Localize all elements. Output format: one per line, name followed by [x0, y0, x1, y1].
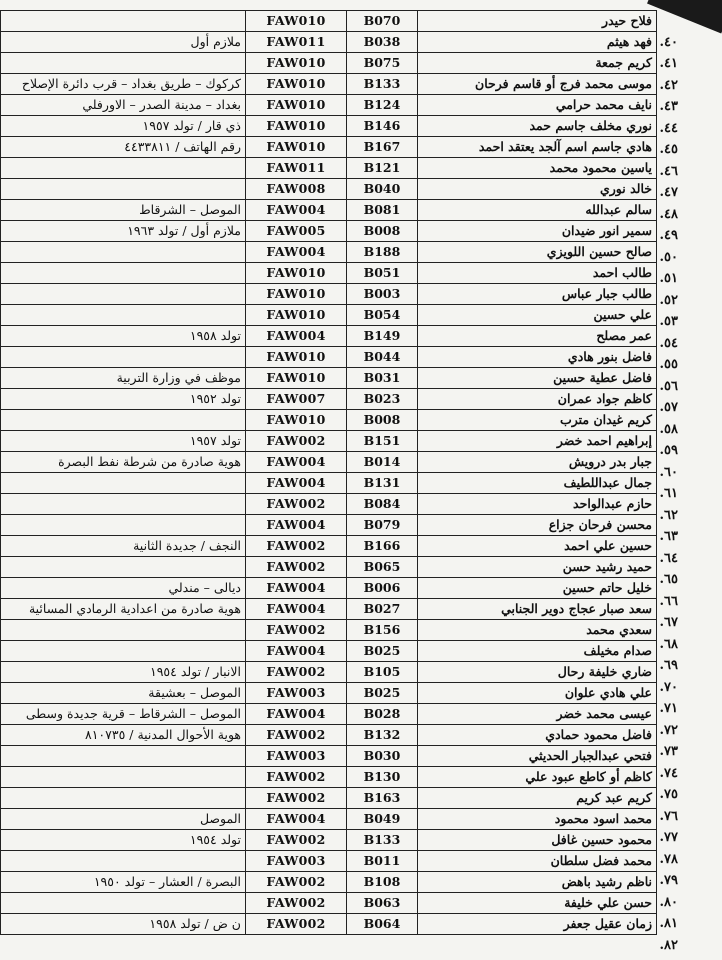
row-id-code: B064	[347, 914, 418, 935]
row-number: ٧١.	[659, 701, 678, 716]
row-id-code: B188	[347, 242, 418, 263]
row-name: هادي جاسم اسم آلجد يعتقد احمد	[418, 137, 657, 158]
roster-body	[1, 11, 657, 935]
row-name: صالح حسين اللويزي	[418, 242, 657, 263]
row-id-code: B149	[347, 326, 418, 347]
row-note: تولد ١٩٥٤	[1, 830, 246, 851]
table-row	[1, 641, 657, 662]
row-unit-code: FAW002	[246, 914, 347, 935]
table-row	[1, 683, 657, 704]
row-note	[1, 641, 246, 662]
row-note: رقم الهاتف / ٤٤٣٣٨١١	[1, 137, 246, 158]
row-id-code: B054	[347, 305, 418, 326]
row-id-code: B008	[347, 221, 418, 242]
row-unit-code: FAW004	[246, 641, 347, 662]
row-id-code: B151	[347, 431, 418, 452]
row-number: ٤٥.	[659, 142, 678, 157]
row-note: بغداد – مدينة الصدر – الاورفلي	[1, 95, 246, 116]
row-unit-code: FAW004	[246, 599, 347, 620]
row-number: ٦٧.	[659, 615, 678, 630]
row-number: ٤٠.	[659, 34, 678, 50]
row-number: ٥١.	[659, 271, 678, 286]
row-name: فاضل بنور هادي	[418, 347, 657, 368]
row-id-code: B040	[347, 179, 418, 200]
row-unit-code: FAW002	[246, 536, 347, 557]
table-row	[1, 536, 657, 557]
row-id-code: B003	[347, 284, 418, 305]
table-row	[1, 725, 657, 746]
row-number: ٦٩.	[659, 658, 678, 673]
row-number: ٥٧.	[659, 400, 678, 415]
row-number: ٦٢.	[659, 507, 678, 523]
table-row	[1, 830, 657, 851]
row-id-code: B133	[347, 74, 418, 95]
row-id-code: B156	[347, 620, 418, 641]
row-number: ٧٢.	[659, 722, 678, 738]
row-unit-code: FAW007	[246, 389, 347, 410]
row-name: محمد فضل سلطان	[418, 851, 657, 872]
row-unit-code: FAW010	[246, 284, 347, 305]
row-note	[1, 620, 246, 641]
row-unit-code: FAW010	[246, 74, 347, 95]
row-name: سعد صبار عجاج دوير الجنابي	[418, 599, 657, 620]
row-name: ضاري خليفة رحال	[418, 662, 657, 683]
row-note: الموصل – الشرقاط	[1, 200, 246, 221]
row-unit-code: FAW004	[246, 452, 347, 473]
row-unit-code: FAW008	[246, 179, 347, 200]
row-note: الموصل – بعشيقة	[1, 683, 246, 704]
row-number: ٧٧.	[659, 830, 678, 845]
table-row	[1, 410, 657, 431]
row-note	[1, 494, 246, 515]
row-note: ملازم أول	[1, 32, 246, 53]
row-name: كريم غيدان مترب	[418, 410, 657, 431]
row-note	[1, 515, 246, 536]
row-name: علي هادي علوان	[418, 683, 657, 704]
row-number: ٤٦.	[659, 163, 678, 179]
row-number: ٧٤.	[659, 765, 678, 781]
row-unit-code: FAW010	[246, 263, 347, 284]
table-row	[1, 578, 657, 599]
row-note	[1, 263, 246, 284]
row-name: ياسين محمود محمد	[418, 158, 657, 179]
row-unit-code: FAW002	[246, 830, 347, 851]
row-id-code: B163	[347, 788, 418, 809]
table-row	[1, 557, 657, 578]
row-id-code: B105	[347, 662, 418, 683]
row-number: ٤٣.	[659, 99, 678, 114]
row-id-code: B014	[347, 452, 418, 473]
row-note: هوية صادرة من شرطة نفط البصرة	[1, 452, 246, 473]
row-name: فهد هيثم	[418, 32, 657, 53]
row-note	[1, 242, 246, 263]
row-note: ن ض / تولد ١٩٥٨	[1, 914, 246, 935]
row-note: هوية صادرة من اعدادية الرمادي المسائية	[1, 599, 246, 620]
row-id-code: B070	[347, 11, 418, 32]
table-row	[1, 704, 657, 725]
row-name: خليل حاتم حسين	[418, 578, 657, 599]
row-unit-code: FAW003	[246, 851, 347, 872]
row-id-code: B038	[347, 32, 418, 53]
row-unit-code: FAW002	[246, 893, 347, 914]
row-name: عمر مصلح	[418, 326, 657, 347]
table-row	[1, 74, 657, 95]
row-unit-code: FAW004	[246, 242, 347, 263]
row-unit-code: FAW004	[246, 578, 347, 599]
row-unit-code: FAW004	[246, 704, 347, 725]
row-id-code: B166	[347, 536, 418, 557]
table-row	[1, 305, 657, 326]
row-id-code: B031	[347, 368, 418, 389]
row-id-code: B131	[347, 473, 418, 494]
row-number: ٦٤.	[659, 550, 678, 566]
table-row	[1, 263, 657, 284]
row-unit-code: FAW010	[246, 11, 347, 32]
row-number: ٥٣.	[659, 314, 678, 329]
row-unit-code: FAW010	[246, 95, 347, 116]
row-note: ذي قار / تولد ١٩٥٧	[1, 116, 246, 137]
row-note: كركوك – طريق بغداد – قرب دائرة الإصلاح	[1, 74, 246, 95]
row-id-code: B167	[347, 137, 418, 158]
row-note	[1, 53, 246, 74]
row-name: فاضل عطية حسين	[418, 368, 657, 389]
row-name: فاضل محمود حمادي	[418, 725, 657, 746]
row-id-code: B044	[347, 347, 418, 368]
row-unit-code: FAW010	[246, 137, 347, 158]
row-number: ٥٢.	[659, 292, 678, 308]
table-row	[1, 620, 657, 641]
table-row	[1, 599, 657, 620]
row-unit-code: FAW005	[246, 221, 347, 242]
row-number: ٥٠.	[659, 249, 678, 265]
row-name: محمود حسين غافل	[418, 830, 657, 851]
row-id-code: B008	[347, 410, 418, 431]
table-row	[1, 179, 657, 200]
row-note	[1, 851, 246, 872]
row-id-code: B079	[347, 515, 418, 536]
row-name: موسى محمد فرج أو قاسم فرحان	[418, 74, 657, 95]
row-name: صدام مخيلف	[418, 641, 657, 662]
table-row	[1, 914, 657, 935]
row-unit-code: FAW004	[246, 809, 347, 830]
table-row	[1, 200, 657, 221]
row-id-code: B121	[347, 158, 418, 179]
row-unit-code: FAW010	[246, 347, 347, 368]
table-row	[1, 431, 657, 452]
row-number	[624, 10, 714, 32]
row-name: سالم عبدالله	[418, 200, 657, 221]
row-unit-code: FAW002	[246, 557, 347, 578]
row-note: تولد ١٩٥٧	[1, 431, 246, 452]
row-id-code: B133	[347, 830, 418, 851]
row-note: موظف في وزارة التربية	[1, 368, 246, 389]
row-id-code: B028	[347, 704, 418, 725]
row-number: ٤٧.	[659, 185, 678, 200]
row-id-code: B025	[347, 683, 418, 704]
row-note: تولد ١٩٥٨	[1, 326, 246, 347]
table-row	[1, 11, 657, 32]
row-name: محسن فرحان جزاع	[418, 515, 657, 536]
row-unit-code: FAW002	[246, 620, 347, 641]
row-name: محمد اسود محمود	[418, 809, 657, 830]
row-note	[1, 788, 246, 809]
row-note: ديالى – مندلي	[1, 578, 246, 599]
row-id-code: B130	[347, 767, 418, 788]
row-number: ٦٥.	[659, 572, 678, 587]
table-row	[1, 767, 657, 788]
table-row	[1, 662, 657, 683]
row-note	[1, 284, 246, 305]
row-number: ٦٨.	[659, 636, 678, 652]
row-number: ٧٨.	[659, 851, 678, 867]
row-note: تولد ١٩٥٢	[1, 389, 246, 410]
row-name: خالد نوري	[418, 179, 657, 200]
row-note: البصرة / العشار – تولد ١٩٥٠	[1, 872, 246, 893]
row-name: حسن علي خليفة	[418, 893, 657, 914]
table-row	[1, 368, 657, 389]
row-id-code: B124	[347, 95, 418, 116]
row-id-code: B006	[347, 578, 418, 599]
row-unit-code: FAW004	[246, 515, 347, 536]
row-note: هوية الأحوال المدنية / ٨١٠٧٣٥	[1, 725, 246, 746]
row-number: ٦١.	[659, 486, 678, 501]
row-name: حسين علي احمد	[418, 536, 657, 557]
row-name: جمال عبداللطيف	[418, 473, 657, 494]
row-unit-code: FAW011	[246, 158, 347, 179]
table-row	[1, 116, 657, 137]
row-unit-code: FAW010	[246, 368, 347, 389]
row-note: النجف / جديدة الثانية	[1, 536, 246, 557]
row-id-code: B075	[347, 53, 418, 74]
row-id-code: B063	[347, 893, 418, 914]
row-id-code: B132	[347, 725, 418, 746]
row-unit-code: FAW010	[246, 53, 347, 74]
roster-table	[0, 10, 657, 935]
row-note	[1, 179, 246, 200]
row-unit-code: FAW002	[246, 788, 347, 809]
table-row	[1, 494, 657, 515]
row-name: زمان عقيل جعفر	[418, 914, 657, 935]
table-row	[1, 221, 657, 242]
row-number: ٨١.	[659, 916, 678, 931]
table-row	[1, 872, 657, 893]
row-name: فتحي عبدالجبار الحديثي	[418, 746, 657, 767]
row-number: ٤٨.	[659, 206, 678, 222]
row-note	[1, 473, 246, 494]
row-number: ٨٢.	[659, 937, 678, 953]
row-number: ٥٦.	[659, 378, 678, 394]
table-row	[1, 284, 657, 305]
row-note	[1, 158, 246, 179]
row-unit-code: FAW010	[246, 305, 347, 326]
row-unit-code: FAW002	[246, 662, 347, 683]
row-number: ٦٦.	[659, 593, 678, 609]
table-row	[1, 326, 657, 347]
row-note	[1, 746, 246, 767]
row-unit-code: FAW003	[246, 746, 347, 767]
row-number: ٥٨.	[659, 421, 678, 437]
table-row	[1, 788, 657, 809]
row-number: ٥٥.	[659, 357, 678, 372]
row-number: ٤٩.	[659, 228, 678, 243]
row-note	[1, 557, 246, 578]
row-note: الموصل	[1, 809, 246, 830]
table-row	[1, 32, 657, 53]
row-id-code: B030	[347, 746, 418, 767]
row-name: حازم عبدالواحد	[418, 494, 657, 515]
row-id-code: B108	[347, 872, 418, 893]
row-name: نوري مخلف جاسم حمد	[418, 116, 657, 137]
row-unit-code: FAW002	[246, 725, 347, 746]
table-row	[1, 95, 657, 116]
row-id-code: B146	[347, 116, 418, 137]
row-unit-code: FAW002	[246, 767, 347, 788]
row-number: ٧٩.	[659, 873, 678, 888]
row-id-code: B023	[347, 389, 418, 410]
row-id-code: B051	[347, 263, 418, 284]
row-note: الموصل – الشرقاط – قرية جديدة وسطى	[1, 704, 246, 725]
table-row	[1, 452, 657, 473]
row-note: ملازم أول / تولد ١٩٦٣	[1, 221, 246, 242]
row-unit-code: FAW004	[246, 473, 347, 494]
row-unit-code: FAW004	[246, 200, 347, 221]
row-number: ٦٠.	[659, 464, 678, 480]
row-number: ٤٢.	[659, 77, 678, 93]
row-id-code: B027	[347, 599, 418, 620]
row-name: كريم جمعة	[418, 53, 657, 74]
table-row	[1, 515, 657, 536]
row-unit-code: FAW004	[246, 326, 347, 347]
row-name: إبراهيم احمد خضر	[418, 431, 657, 452]
table-row	[1, 158, 657, 179]
row-note	[1, 767, 246, 788]
row-id-code: B025	[347, 641, 418, 662]
row-number: ٧٥.	[659, 787, 678, 802]
row-name: عيسى محمد خضر	[418, 704, 657, 725]
row-id-code: B011	[347, 851, 418, 872]
row-name: كاظم جواد عمران	[418, 389, 657, 410]
row-number: ٨٠.	[659, 894, 678, 910]
row-number: ٥٤.	[659, 335, 678, 351]
row-name: طالب احمد	[418, 263, 657, 284]
row-number: ٤٤.	[659, 120, 678, 136]
row-name: ناظم رشيد باهض	[418, 872, 657, 893]
row-number: ٧٣.	[659, 744, 678, 759]
row-unit-code: FAW011	[246, 32, 347, 53]
row-unit-code: FAW003	[246, 683, 347, 704]
row-id-code: B081	[347, 200, 418, 221]
row-name: جبار بدر درويش	[418, 452, 657, 473]
row-note: الانبار / تولد ١٩٥٤	[1, 662, 246, 683]
table-row	[1, 137, 657, 158]
row-note	[1, 11, 246, 32]
row-number: ٤١.	[659, 56, 678, 71]
row-id-code: B049	[347, 809, 418, 830]
row-note	[1, 305, 246, 326]
table-row	[1, 893, 657, 914]
row-number: ٥٩.	[659, 443, 678, 458]
row-number-column	[624, 10, 714, 956]
table-row	[1, 347, 657, 368]
row-name: فلاح حيدر	[418, 11, 657, 32]
table-row	[1, 242, 657, 263]
row-unit-code: FAW002	[246, 494, 347, 515]
row-name: علي حسين	[418, 305, 657, 326]
row-unit-code: FAW002	[246, 431, 347, 452]
row-name: حميد رشيد حسن	[418, 557, 657, 578]
row-note	[1, 893, 246, 914]
row-number: ٧٦.	[659, 808, 678, 824]
row-name: سمير انور ضيدان	[418, 221, 657, 242]
table-row	[1, 389, 657, 410]
row-name: كريم عبد كريم	[418, 788, 657, 809]
row-name: نايف محمد حرامي	[418, 95, 657, 116]
row-number: ٧٠.	[659, 679, 678, 695]
row-id-code: B065	[347, 557, 418, 578]
row-name: طالب جبار عباس	[418, 284, 657, 305]
table-row	[1, 809, 657, 830]
row-note	[1, 410, 246, 431]
table-row	[1, 851, 657, 872]
table-row	[1, 53, 657, 74]
row-number: ٦٣.	[659, 529, 678, 544]
row-unit-code: FAW002	[246, 872, 347, 893]
row-note	[1, 347, 246, 368]
row-name: كاظم أو كاطع عبود علي	[418, 767, 657, 788]
row-name: سعدي محمد	[418, 620, 657, 641]
table-row	[1, 473, 657, 494]
row-unit-code: FAW010	[246, 410, 347, 431]
table-row	[1, 746, 657, 767]
row-unit-code: FAW010	[246, 116, 347, 137]
row-id-code: B084	[347, 494, 418, 515]
